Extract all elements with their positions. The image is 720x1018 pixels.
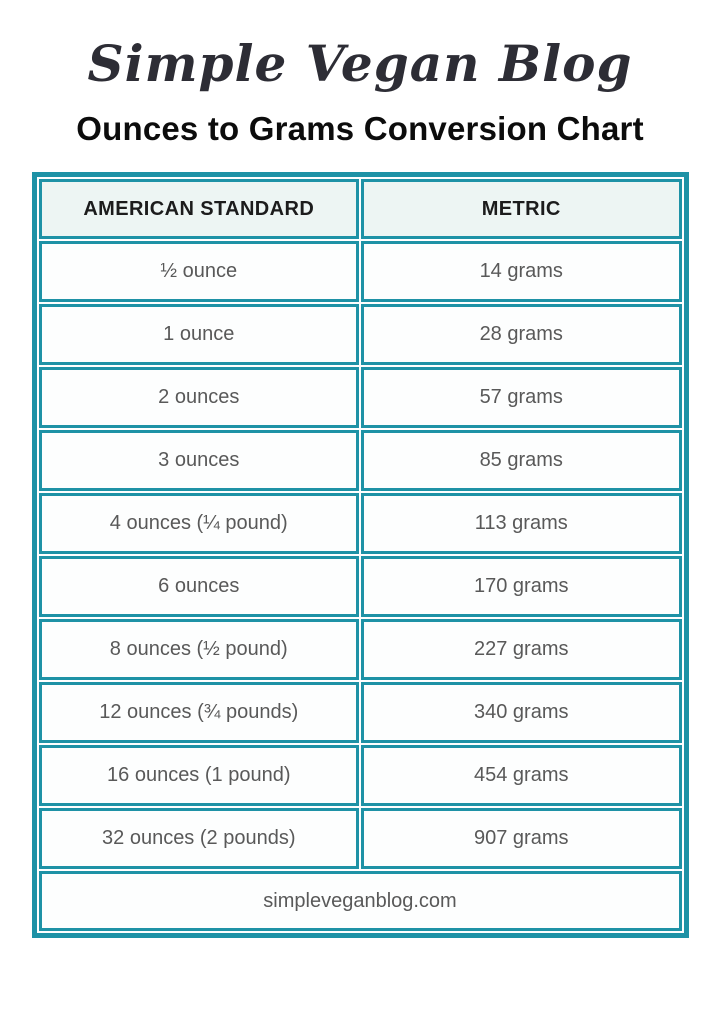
american-standard-cell: 4 ounces (¼ pound) [39,493,360,554]
column-header-metric: METRIC [361,179,682,239]
metric-cell: 57 grams [361,367,682,428]
page-title: Ounces to Grams Conversion Chart [76,110,644,147]
column-header-american-standard: AMERICAN STANDARD [39,179,360,239]
american-standard-cell: 8 ounces (½ pound) [39,619,360,680]
table-footer-row [39,871,682,931]
metric-cell: 907 grams [361,808,682,869]
metric-cell: 85 grams [361,430,682,491]
table-row [39,367,682,428]
metric-cell: 454 grams [361,745,682,806]
table-row [39,430,682,491]
american-standard-cell: 1 ounce [39,304,360,365]
american-standard-cell: 12 ounces (¾ pounds) [39,682,360,743]
metric-cell: 113 grams [361,493,682,554]
american-standard-cell: 32 ounces (2 pounds) [39,808,360,869]
table-row [39,556,682,617]
site-logo: Simple Vegan Blog [87,34,633,93]
american-standard-cell: ½ ounce [39,241,360,302]
metric-cell: 227 grams [361,619,682,680]
metric-cell: 170 grams [361,556,682,617]
metric-cell: 340 grams [361,682,682,743]
table-row [39,241,682,302]
metric-cell: 28 grams [361,304,682,365]
american-standard-cell: 6 ounces [39,556,360,617]
conversion-table [32,172,689,938]
american-standard-cell: 2 ounces [39,367,360,428]
table-row [39,493,682,554]
table-row [39,682,682,743]
source-website: simpleveganblog.com [39,871,682,931]
table-header-row [39,179,682,239]
table-row [39,808,682,869]
american-standard-cell: 16 ounces (1 pound) [39,745,360,806]
metric-cell: 14 grams [361,241,682,302]
table-row [39,745,682,806]
table-row [39,304,682,365]
table-row [39,619,682,680]
american-standard-cell: 3 ounces [39,430,360,491]
